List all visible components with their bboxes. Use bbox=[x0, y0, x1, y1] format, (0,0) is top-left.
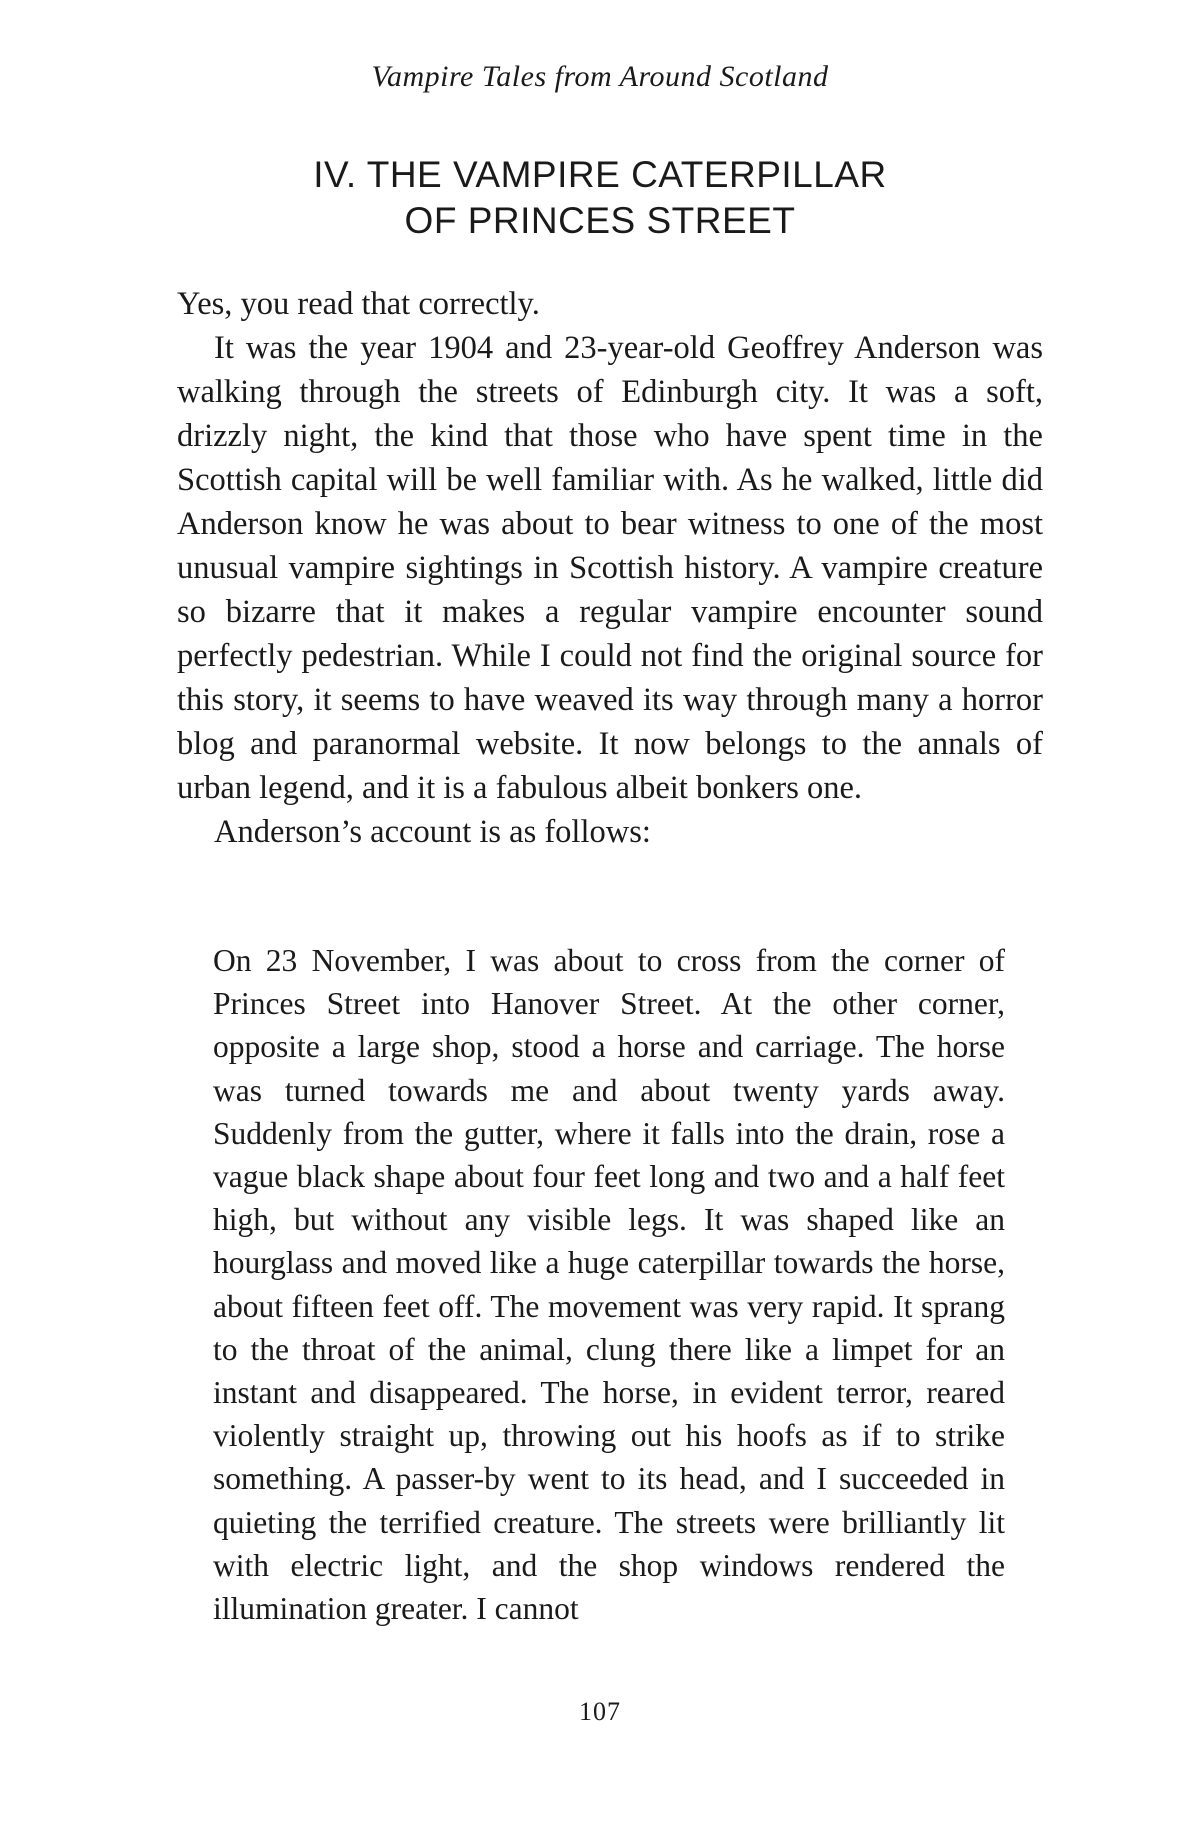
paragraph-opening: Yes, you read that correctly. bbox=[177, 286, 540, 322]
paragraph-narrative: It was the year 1904 and 23-year-old Geoffrey Anderson was walking through the streets of Edinburgh city. It was a soft, drizzly night, the kind that those who have spent time in the Scottish capital will be well familiar with. As he walked, little did Anderson know he was about to bear witness to one of the most unusual vampire sightings in Scottish history. A vampire creature so bizarre that it makes a regular vampire encounter sound perfectly pedestrian. While I could not find the original source for this story, it seems to have weaved its way through many a horror blog and paranormal website. It now belongs to the annals of urban legend, and it is a fabulous albeit bonkers one. bbox=[177, 330, 1043, 806]
page-number: 107 bbox=[579, 1697, 621, 1726]
chapter-title bbox=[0, 152, 1200, 244]
running-head: Vampire Tales from Around Scotland bbox=[371, 60, 829, 93]
block-quote: On 23 November, I was about to cross from the corner of Princes Street into Hanover Street. At the other corner, opposite a large shop, stood a horse and carriage. The horse was turned towards me and about twenty yards away. Suddenly from the gutter, where it falls into the drain, rose a vague black shape about four feet long and two and a half feet high, but without any visible legs. It was shaped like an hourglass and moved like a huge caterpillar towards the horse, about fifteen feet off. The movement was very rapid. It sprang to the throat of the animal, clung there like a limpet for an instant and disappeared. The horse, in evident terror, reared violently straight up, throwing out his hoofs as if to strike something. A passer-by went to its head, and I succeeded in quieting the terrified creature. The streets were brilliantly lit with electric light, and the shop windows rendered the illumination greater. I cannot bbox=[213, 943, 1005, 1627]
chapter-title-line-1: IV. THE VAMPIRE CATERPILLAR bbox=[313, 154, 887, 195]
paragraph-account-intro: Anderson’s account is as follows: bbox=[214, 814, 651, 850]
main-text bbox=[177, 282, 1043, 854]
chapter-title-line-2: OF PRINCES STREET bbox=[404, 200, 796, 241]
